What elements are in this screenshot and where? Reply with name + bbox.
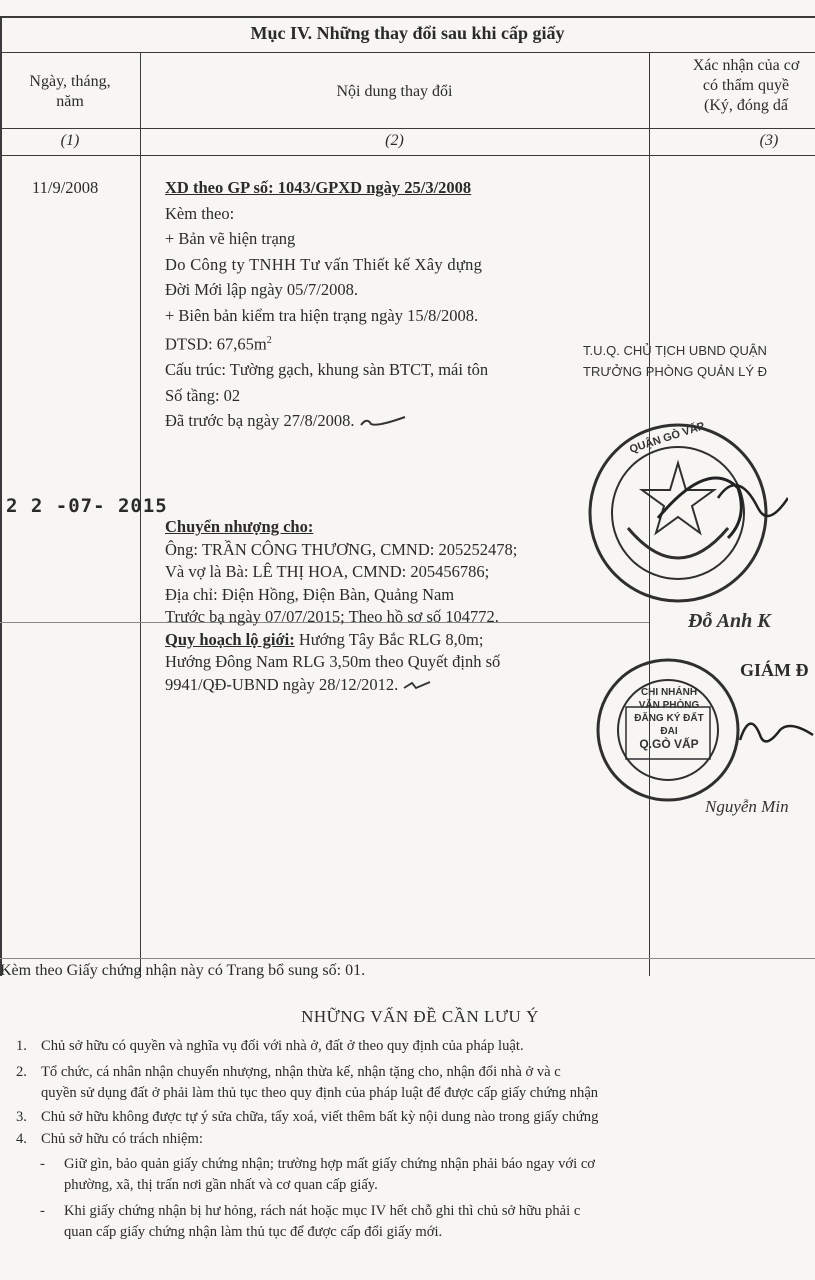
signer2-name: Nguyễn Min (705, 797, 789, 816)
col1-number: (1) (60, 132, 80, 149)
section-title: Mục IV. Những thay đổi sau khi cấp giấy (250, 23, 565, 43)
confirm-column-header: Xác nhận của cơ có thẩm quyề (Ký, đóng dấ (692, 57, 800, 114)
entry1-heading: XD theo GP số: 1043/GPXD ngày 25/3/2008 (165, 178, 472, 197)
signer1-office: TRƯỞNG PHÒNG QUẢN LÝ Đ (583, 364, 768, 379)
signer2-title: GIÁM Đ (740, 660, 809, 680)
notes-title: NHỮNG VẤN ĐỀ CẦN LƯU Ý (301, 1007, 539, 1026)
content-column-header: Nội dung thay đổi (336, 83, 453, 100)
entry1-floors: Số tầng: 02 (165, 385, 241, 405)
col3-number: (3) (759, 132, 779, 149)
entry2-line: Và vợ là Bà: LÊ THỊ HOA, CMND: 205456786; (165, 562, 490, 581)
entry2-body (165, 516, 645, 696)
attachment-note: Kèm theo Giấy chứng nhận này có Trang bổ sung số: 01. (0, 962, 366, 979)
entry1-date: 11/9/2008 (32, 178, 99, 197)
initial-mark-icon (359, 415, 409, 429)
note-item: 2. Tổ chức, cá nhân nhận chuyển nhượng, nhận thừa kế, nhận tặng cho, nhận đổi nhà ở và c quyền sử dụng đất ở phải làm thủ tục theo quy định của pháp luật để được cấp giấy chứng nhận (16, 1064, 599, 1101)
official-seal-1-icon (588, 418, 788, 608)
entry2-date-stamp: 2 2 -07- 2015 (6, 495, 168, 517)
entry1-tax: Đã trước bạ ngày 27/8/2008. (165, 408, 645, 434)
entry2-planning: Quy hoạch lộ giới: Hướng Tây Bắc RLG 8,0m; (165, 629, 484, 649)
entry2-heading: Chuyển nhượng cho: (165, 517, 314, 536)
note-item: 3. Chủ sở hữu không được tự ý sửa chữa, tẩy xoá, viết thêm bất kỳ nội dung nào trong giấy chứng (16, 1109, 599, 1125)
note-item: 1. Chủ sở hữu có quyền và nghĩa vụ đối với nhà ở, đất ở theo quy định của pháp luật. (16, 1038, 524, 1054)
col2-number: (2) (385, 132, 404, 149)
entry1-area: DTSD: $67,65m^2$ (165, 334, 272, 354)
signer1-title: T.U.Q. CHỦ TỊCH UBND QUẬN (583, 343, 767, 358)
entry2-line: Địa chỉ: Điện Hồng, Điện Bàn, Quảng Nam (165, 584, 455, 604)
entry2-planning-line: 9941/QĐ-UBND ngày 28/12/2012. (165, 674, 645, 697)
entry1-line: + Biên bản kiểm tra hiện trạng ngày 15/8/2008. (165, 305, 479, 325)
notes-list (16, 1036, 815, 1243)
entry1-line: Do Công ty TNHH Tư vấn Thiết kế Xây dựng (165, 254, 483, 274)
entry1-line: Đời Mới lập ngày 05/7/2008. (165, 280, 358, 299)
entry1-line: + Bản vẽ hiện trạng (165, 229, 296, 248)
seal1-label: QUẬN GÒ VẤP (628, 420, 707, 456)
entry2-planning-line: Hướng Đông Nam RLG 3,50m theo Quyết định số (165, 652, 501, 671)
date-column-header: Ngày, tháng, năm (29, 73, 111, 110)
signer1-name: Đỗ Anh K (688, 610, 771, 632)
handwritten-signature-icon (735, 700, 815, 760)
subnote-item: - Giữ gìn, bảo quản giấy chứng nhận; trường hợp mất giấy chứng nhận phải báo ngay với cơ phường, xã, thị trấn nơi gần nhất và cơ quan cấp giấy. (40, 1156, 596, 1193)
entry1-structure: Cấu trúc: Tường gạch, khung sàn BTCT, mái tôn (165, 360, 489, 379)
note-item: 4. Chủ sở hữu có trách nhiệm: (16, 1131, 203, 1147)
entry2-line: Ông: TRẦN CÔNG THƯƠNG, CMND: 205252478; (165, 539, 518, 559)
seal2-text: CHI NHÁNH VĂN PHÒNG ĐĂNG KÝ ĐẤT ĐAI Q.GÒ VẤP (634, 687, 704, 751)
subnote-item: - Khi giấy chứng nhận bị hư hỏng, rách nát hoặc mục IV hết chỗ ghi thì chủ sở hữu phải c quan cấp giấy chứng nhận làm thủ tục để được cấp đổi giấy mới. (40, 1203, 581, 1240)
entry1-body (165, 175, 645, 434)
entry1-line: Kèm theo: (165, 203, 235, 223)
entry2-line: Trước bạ ngày 07/07/2015; Theo hồ sơ số 104772. (165, 607, 499, 626)
initial-mark-icon (402, 680, 432, 692)
